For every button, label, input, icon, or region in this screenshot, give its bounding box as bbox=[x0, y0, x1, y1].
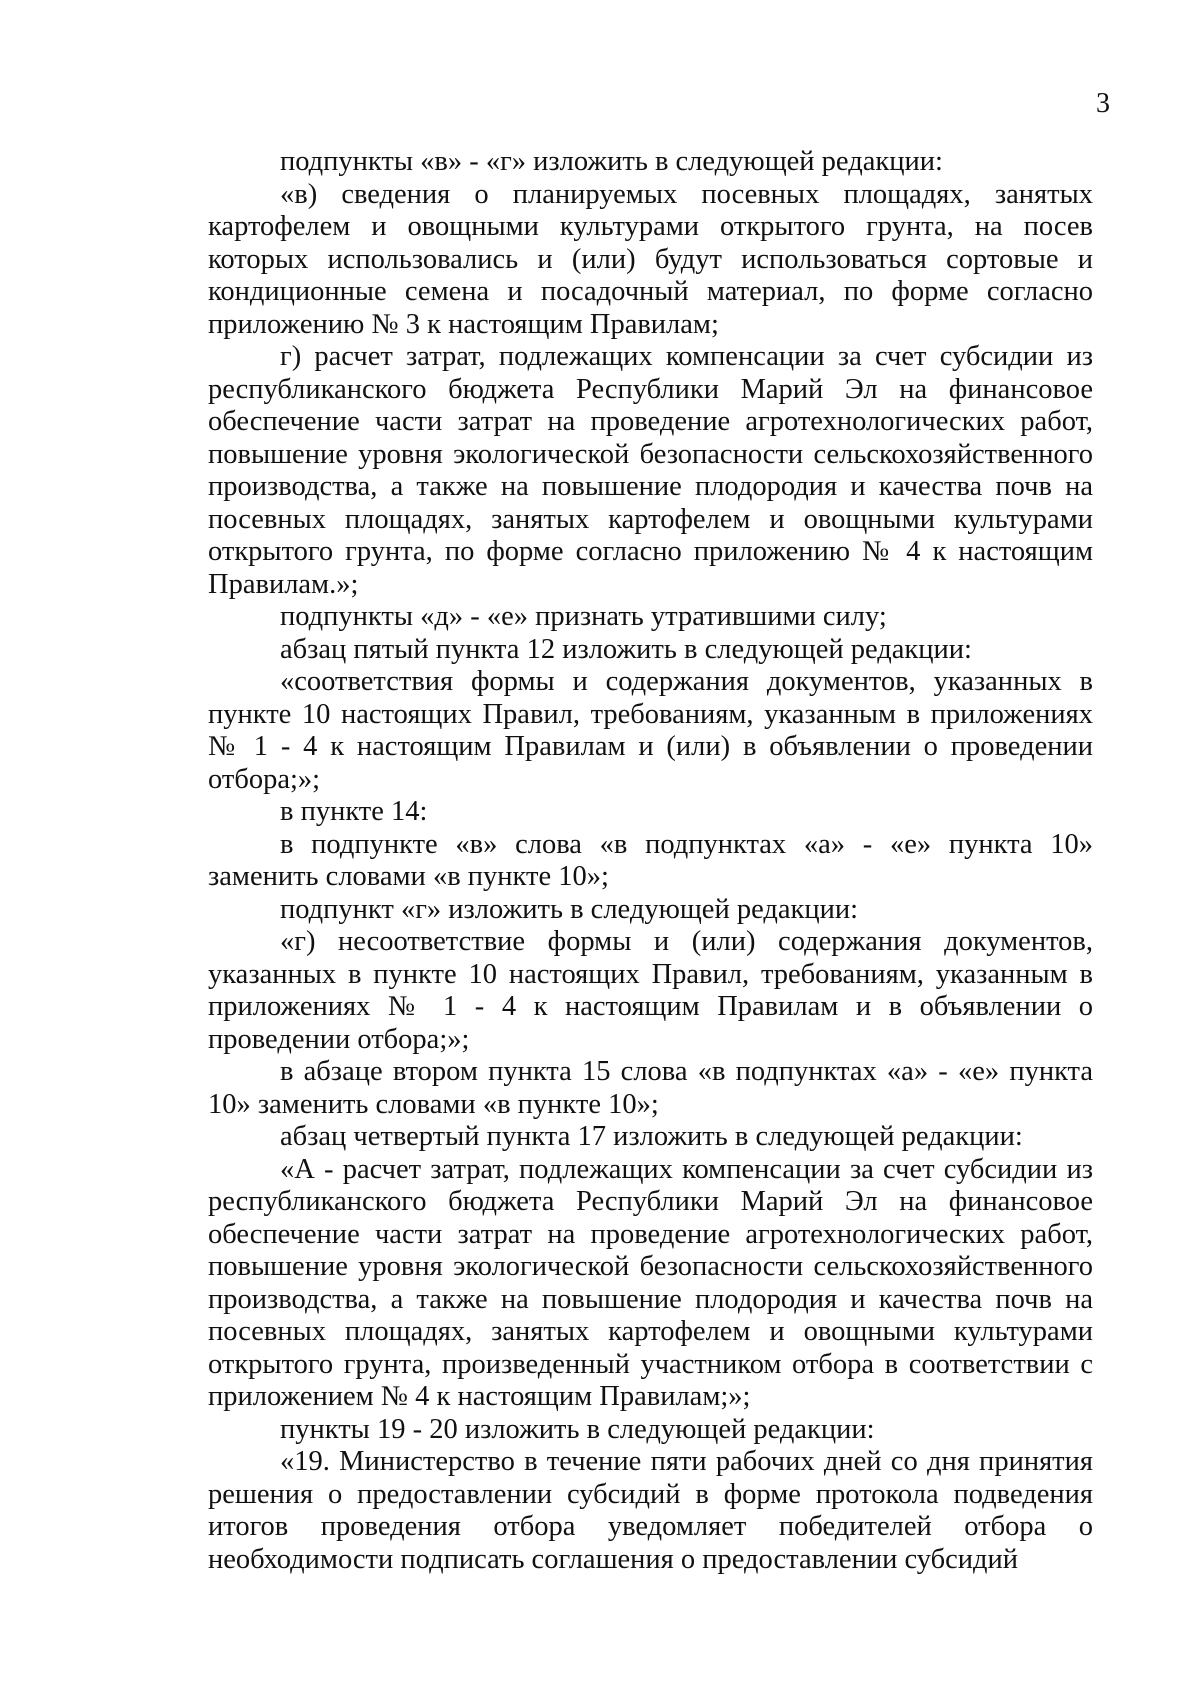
paragraph-2: «в) сведения о планируемых посевных площадях, занятых картофелем и овощными культурами открытого грунта, на посев которых использовались и (или) будут использоваться сортовые и кондиционные семена и посадочный материал, по форме согласно приложению № 3 к настоящим Правилам; bbox=[208, 178, 1093, 340]
paragraph-8: в подпункте «в» слова «в подпунктах «а» - «е» пункта 10» заменить словами «в пункте 10»; bbox=[208, 828, 1093, 892]
document-body bbox=[208, 146, 1093, 1576]
paragraph-7: в пункте 14: bbox=[280, 796, 428, 827]
paragraph-12: абзац четвертый пункта 17 изложить в следующей редакции: bbox=[280, 1121, 1023, 1152]
page-number: 3 bbox=[1096, 88, 1110, 119]
paragraph-4: подпункты «д» - «е» признать утратившими силу; bbox=[280, 601, 887, 632]
paragraph-13: «А - расчет затрат, подлежащих компенсации за счет субсидии из республиканского бюджета Республики Марий Эл на финансовое обеспечение части затрат на проведение агротехнологических работ, повышение уровня экологической безопасности сельскохозяйственного производства, а также на повышение плодородия и качества почв на посевных площадях, занятых картофелем и овощными культурами открытого грунта, произведенный участником отбора в соответствии с приложением № 4 к настоящим Правилам;»; bbox=[208, 1153, 1093, 1412]
paragraph-14: пункты 19 - 20 изложить в следующей редакции: bbox=[280, 1413, 875, 1445]
paragraph-5: абзац пятый пункта 12 изложить в следующей редакции: bbox=[280, 633, 972, 665]
paragraph-3: г) расчет затрат, подлежащих компенсации за счет субсидии из республиканского бюджета Республики Марий Эл на финансовое обеспечение части затрат на проведение агротехнологических работ, повышение уровня экологической безопасности сельскохозяйственного производства, а также на повышение плодородия и качества почв на посевных площадях, занятых картофелем и овощными культурами открытого грунта, по форме согласно приложению № 4 к настоящим Правилам.»; bbox=[208, 341, 1093, 600]
paragraph-15: «19. Министерство в течение пяти рабочих дней со дня принятия решения о предоставлении субсидий в форме протокола подведения итогов проведения отбора уведомляет победителей отбора о необходимости подписать соглашения о предоставлении субсидий bbox=[208, 1446, 1093, 1575]
paragraph-11: в абзаце втором пункта 15 слова «в подпунктах «а» - «е» пункта 10» заменить словами «в пункте 10»; bbox=[208, 1056, 1093, 1120]
paragraph-1: подпункты «в» - «г» изложить в следующей редакции: bbox=[280, 146, 943, 177]
paragraph-6: «соответствия формы и содержания документов, указанных в пункте 10 настоящих Правил, требованиям, указанным в приложениях № 1 - 4 к настоящим Правилам и (или) в объявлении о проведении отбора;»; bbox=[208, 666, 1093, 795]
paragraph-9: подпункт «г» изложить в следующей редакции: bbox=[280, 893, 859, 925]
paragraph-10: «г) несоответствие формы и (или) содержания документов, указанных в пункте 10 настоящих Правил, требованиям, указанным в приложениях № 1 - 4 к настоящим Правилам и в объявлении о проведении отбора;»; bbox=[208, 926, 1093, 1055]
